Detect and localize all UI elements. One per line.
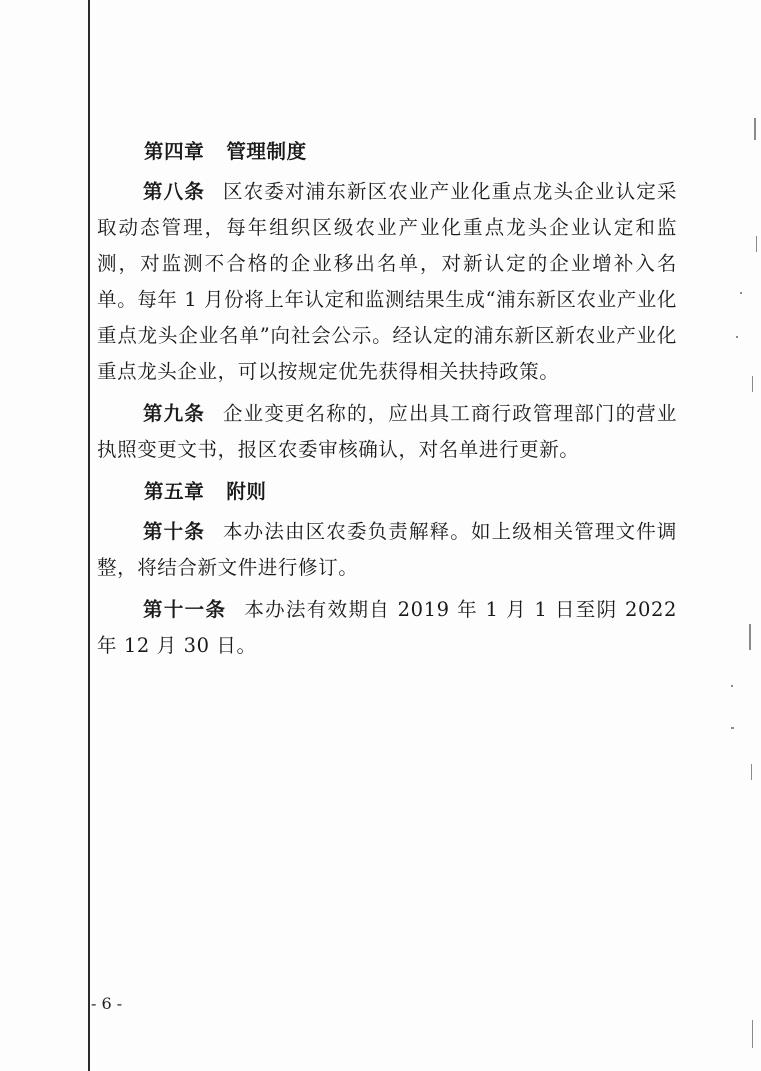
document-body [97,134,677,670]
page-number: - 6 - [91,994,123,1013]
binding-margin-line [88,0,90,1071]
chapter-title: 附则 [226,480,267,503]
chapter-title: 管理制度 [226,140,307,163]
chapter-heading-4 [97,134,677,170]
article-label: 第八条 [143,180,205,203]
article-label: 第九条 [143,402,205,425]
article-label: 第十一条 [143,598,227,621]
chapter-heading-5 [97,474,677,510]
chapter-label: 第五章 [144,480,205,503]
article-text: 区农委对浦东新区农业产业化重点龙头企业认定采取动态管理，每年组织区级农业产业化重点龙头企业认定和监测，对监测不合格的企业移出名单，对新认定的企业增补入名单。每年 1 月份将上年认定和监测结果生成“浦东新区农业产业化重点龙头企业名单”向社会公示。经认定的浦东新区新农业产业化重点龙头企业，可以按规定优先获得相关扶持政策。 [97,180,677,383]
chapter-label: 第四章 [144,140,205,163]
article-9 [97,396,677,468]
article-8 [97,174,677,390]
article-text: 本办法有效期自 2019 年 1 月 1 日至阴 2022 年 12 月 30 日。 [97,598,677,657]
article-10 [97,514,677,586]
article-label: 第十条 [143,520,205,543]
article-text: 企业变更名称的，应出具工商行政管理部门的营业执照变更文书，报区农委审核确认，对名单进行更新。 [97,402,677,461]
article-text: 本办法由区农委负责解释。如上级相关管理文件调整，将结合新文件进行修订。 [97,520,677,579]
article-11 [97,592,677,664]
